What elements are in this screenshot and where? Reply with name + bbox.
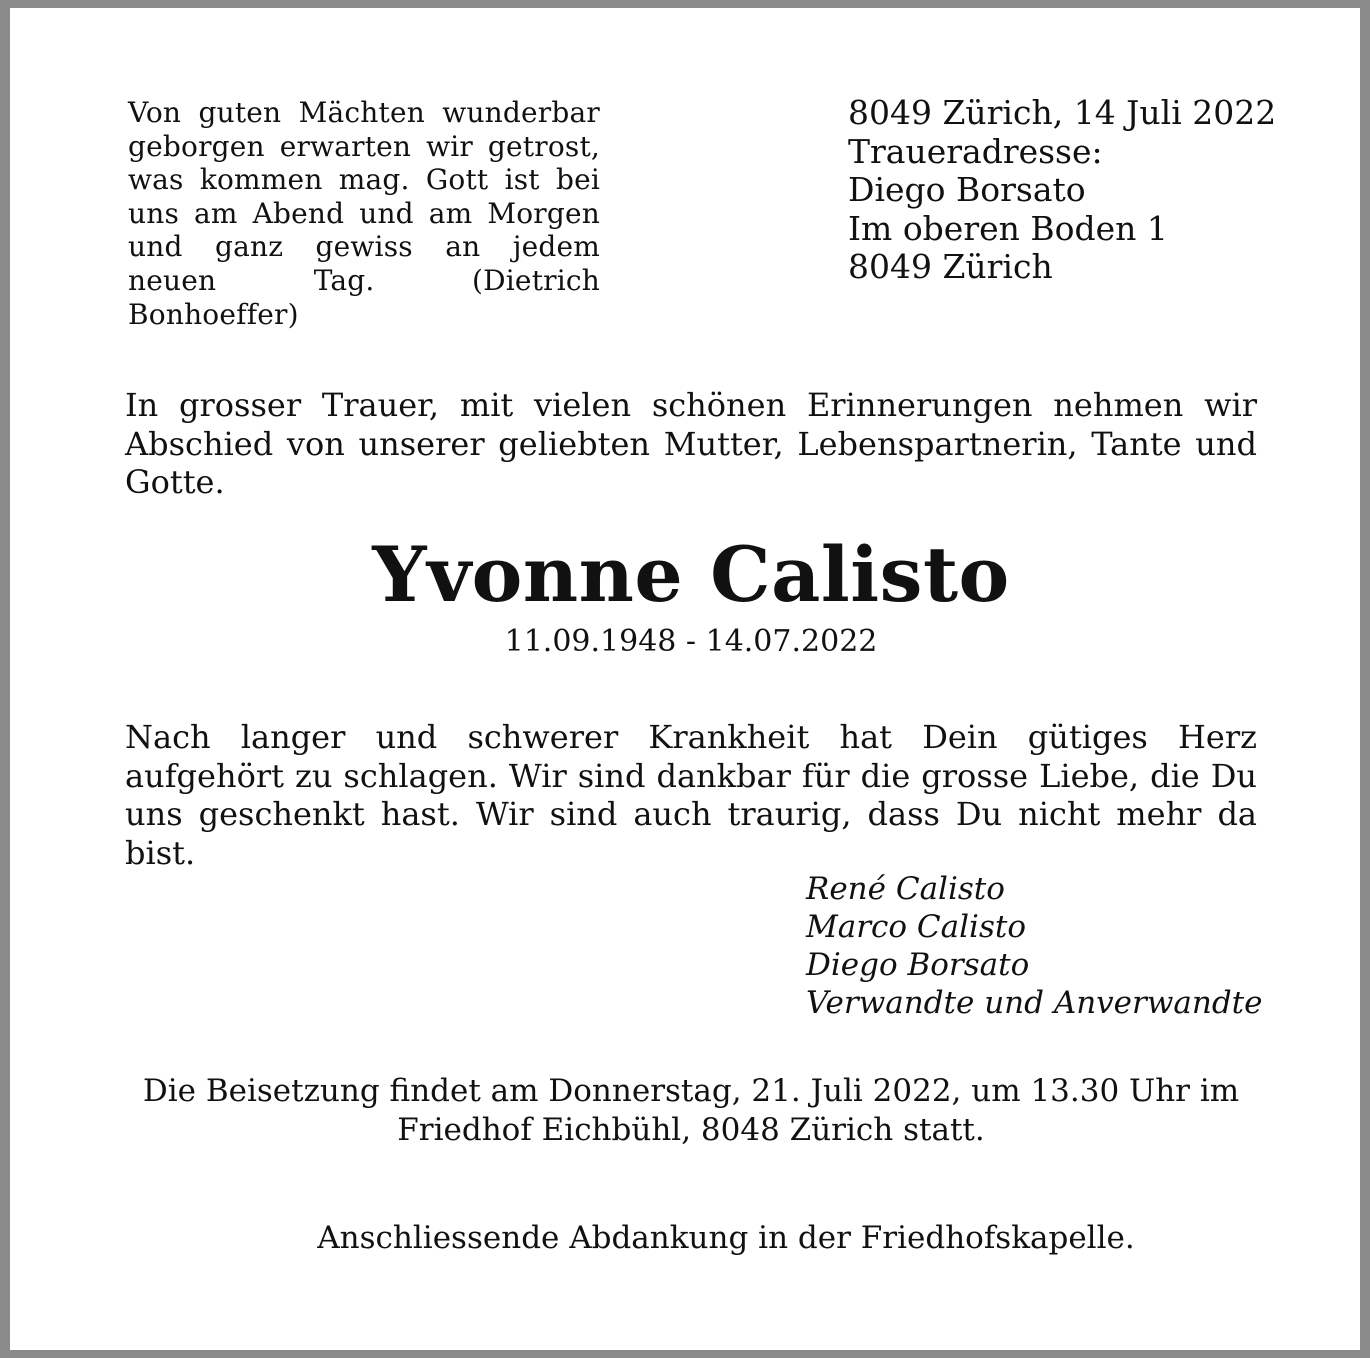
life-dates: 11.09.1948 - 14.07.2022 [504,624,878,659]
mourner-name: Verwandte und Anverwandte [806,985,1263,1021]
mourner-name: Marco Calisto [806,909,1026,945]
address-label: Traueradresse: [848,131,1103,171]
place-and-date: 8049 Zürich, 14 Juli 2022 [848,93,1277,132]
mourning-address-block [848,94,1288,287]
address-city: 8049 Zürich [848,247,1053,287]
bonhoeffer-quote: Von guten Mächten wunderbar geborgen erwarten wir getrost, was kommen mag. Gott ist bei uns am Abend und am Morgen und ganz gewiss an jedem neuen Tag. (Dietrich Bonhoeffer) [128,96,600,331]
deceased-name: Yvonne Calisto [372,530,1010,619]
farewell-notice: Anschliessende Abdankung in der Friedhofskapelle. [317,1220,1135,1256]
message-paragraph: Nach langer und schwerer Krankheit hat Dein gütiges Herz aufgehört zu schlagen. Wir sind dankbar für die grosse Liebe, die Du uns geschenkt hast. Wir sind auch traurig, dass Du nicht mehr da bist. [125,718,1257,872]
address-street: Im oberen Boden 1 [848,208,1168,248]
burial-notice: Die Beisetzung findet am Donnerstag, 21. Juli 2022, um 13.30 Uhr im Friedhof Eichbühl, 8048 Zürich statt. [142,1073,1240,1148]
mourners-list [806,870,1276,1022]
mourner-name: René Calisto [806,871,1005,907]
intro-paragraph: In grosser Trauer, mit vielen schönen Erinnerungen nehmen wir Abschied von unserer geliebten Mutter, Lebenspartnerin, Tante und Gotte. [125,386,1257,502]
address-name: Diego Borsato [848,170,1086,210]
mourner-name: Diego Borsato [806,947,1030,983]
